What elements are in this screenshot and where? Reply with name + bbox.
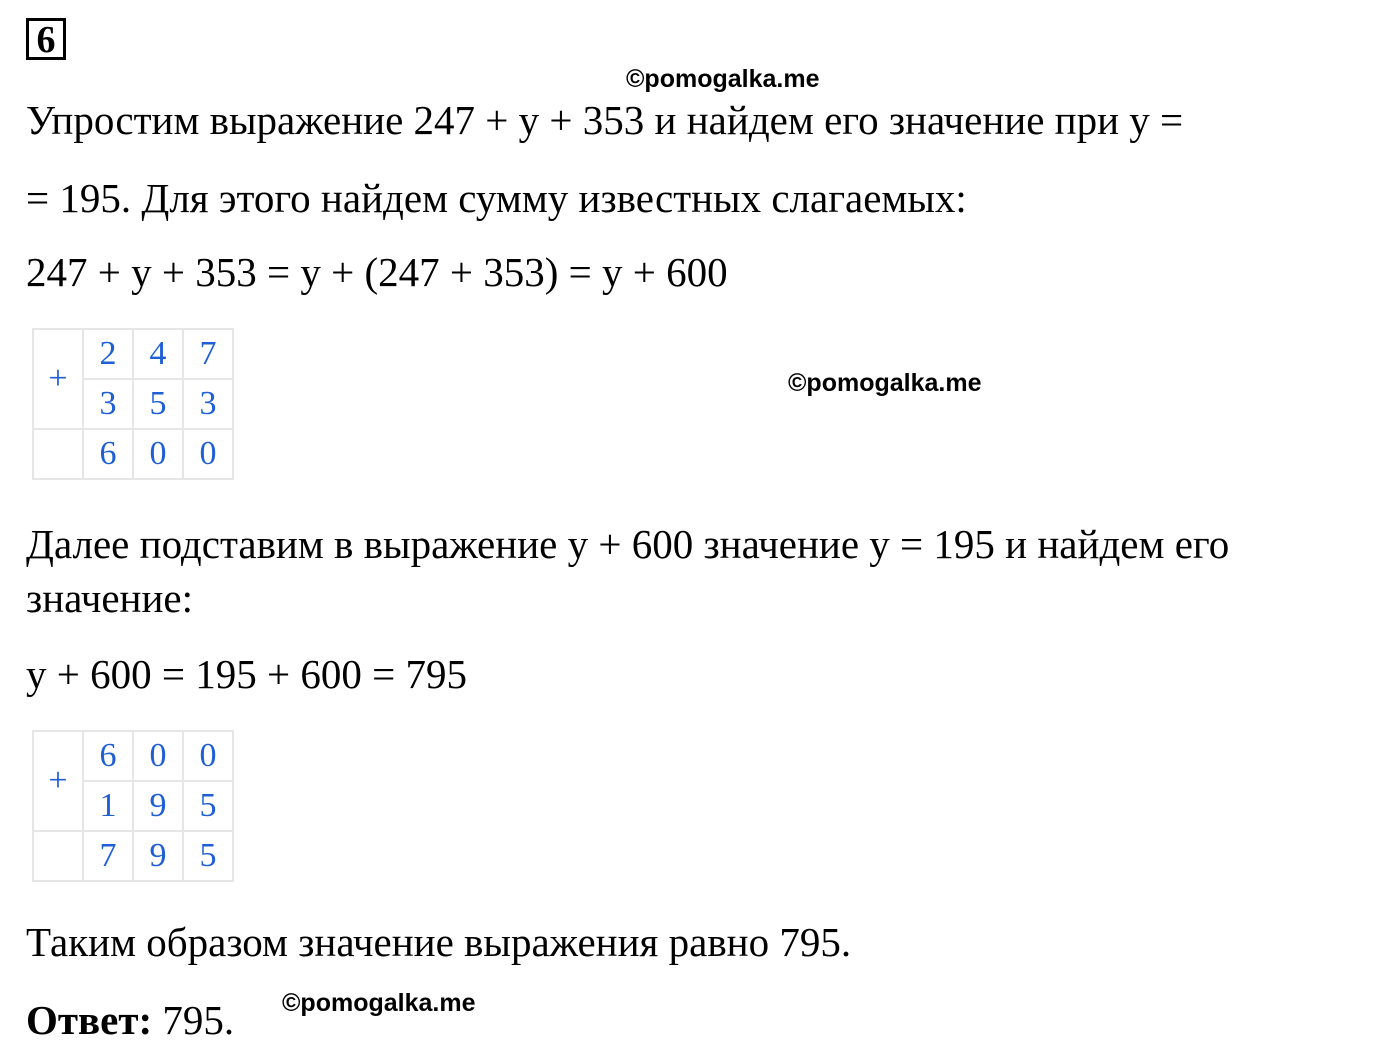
next-line-2: значение: — [26, 575, 193, 621]
digit-cell: 4 — [133, 329, 183, 379]
watermark-bottom: ©pomogalka.me — [282, 989, 476, 1017]
plus-sign: + — [33, 731, 83, 831]
watermark-top: ©pomogalka.me — [626, 65, 820, 93]
digit-cell: 5 — [133, 379, 183, 429]
empty-cell — [33, 429, 83, 479]
answer-value: 795. — [152, 997, 235, 1043]
digit-cell: 3 — [183, 379, 233, 429]
equation-line-1: 247 + y + 353 = y + (247 + 353) = y + 600 — [26, 249, 728, 295]
digit-cell: 6 — [83, 731, 133, 781]
intro-line-2: = 195. Для этого найдем сумму известных слагаемых: — [26, 175, 967, 221]
result-digit: 0 — [133, 429, 183, 479]
empty-cell — [33, 831, 83, 881]
intro-line-1: Упростим выражение 247 + y + 353 и найдем его значение при y = — [26, 97, 1184, 143]
watermark-middle: ©pomogalka.me — [788, 369, 982, 397]
result-digit: 7 — [83, 831, 133, 881]
conclusion-line: Таким образом значение выражения равно 795. — [26, 919, 852, 965]
equation-line-2: y + 600 = 195 + 600 = 795 — [26, 651, 467, 697]
digit-cell: 9 — [133, 781, 183, 831]
result-digit: 5 — [183, 831, 233, 881]
next-line-1: Далее подставим в выражение y + 600 значение y = 195 и найдем его — [26, 521, 1230, 567]
column-addition-2 — [32, 730, 234, 882]
digit-cell: 5 — [183, 781, 233, 831]
answer-label: Ответ: — [26, 997, 153, 1043]
digit-cell: 3 — [83, 379, 133, 429]
task-number: 6 — [26, 18, 66, 60]
digit-cell: 0 — [183, 731, 233, 781]
digit-cell: 7 — [183, 329, 233, 379]
result-digit: 6 — [83, 429, 133, 479]
digit-cell: 1 — [83, 781, 133, 831]
answer-line — [26, 996, 234, 1044]
digit-cell: 2 — [83, 329, 133, 379]
column-addition-1 — [32, 328, 234, 480]
result-digit: 0 — [183, 429, 233, 479]
result-digit: 9 — [133, 831, 183, 881]
plus-sign: + — [33, 329, 83, 429]
digit-cell: 0 — [133, 731, 183, 781]
